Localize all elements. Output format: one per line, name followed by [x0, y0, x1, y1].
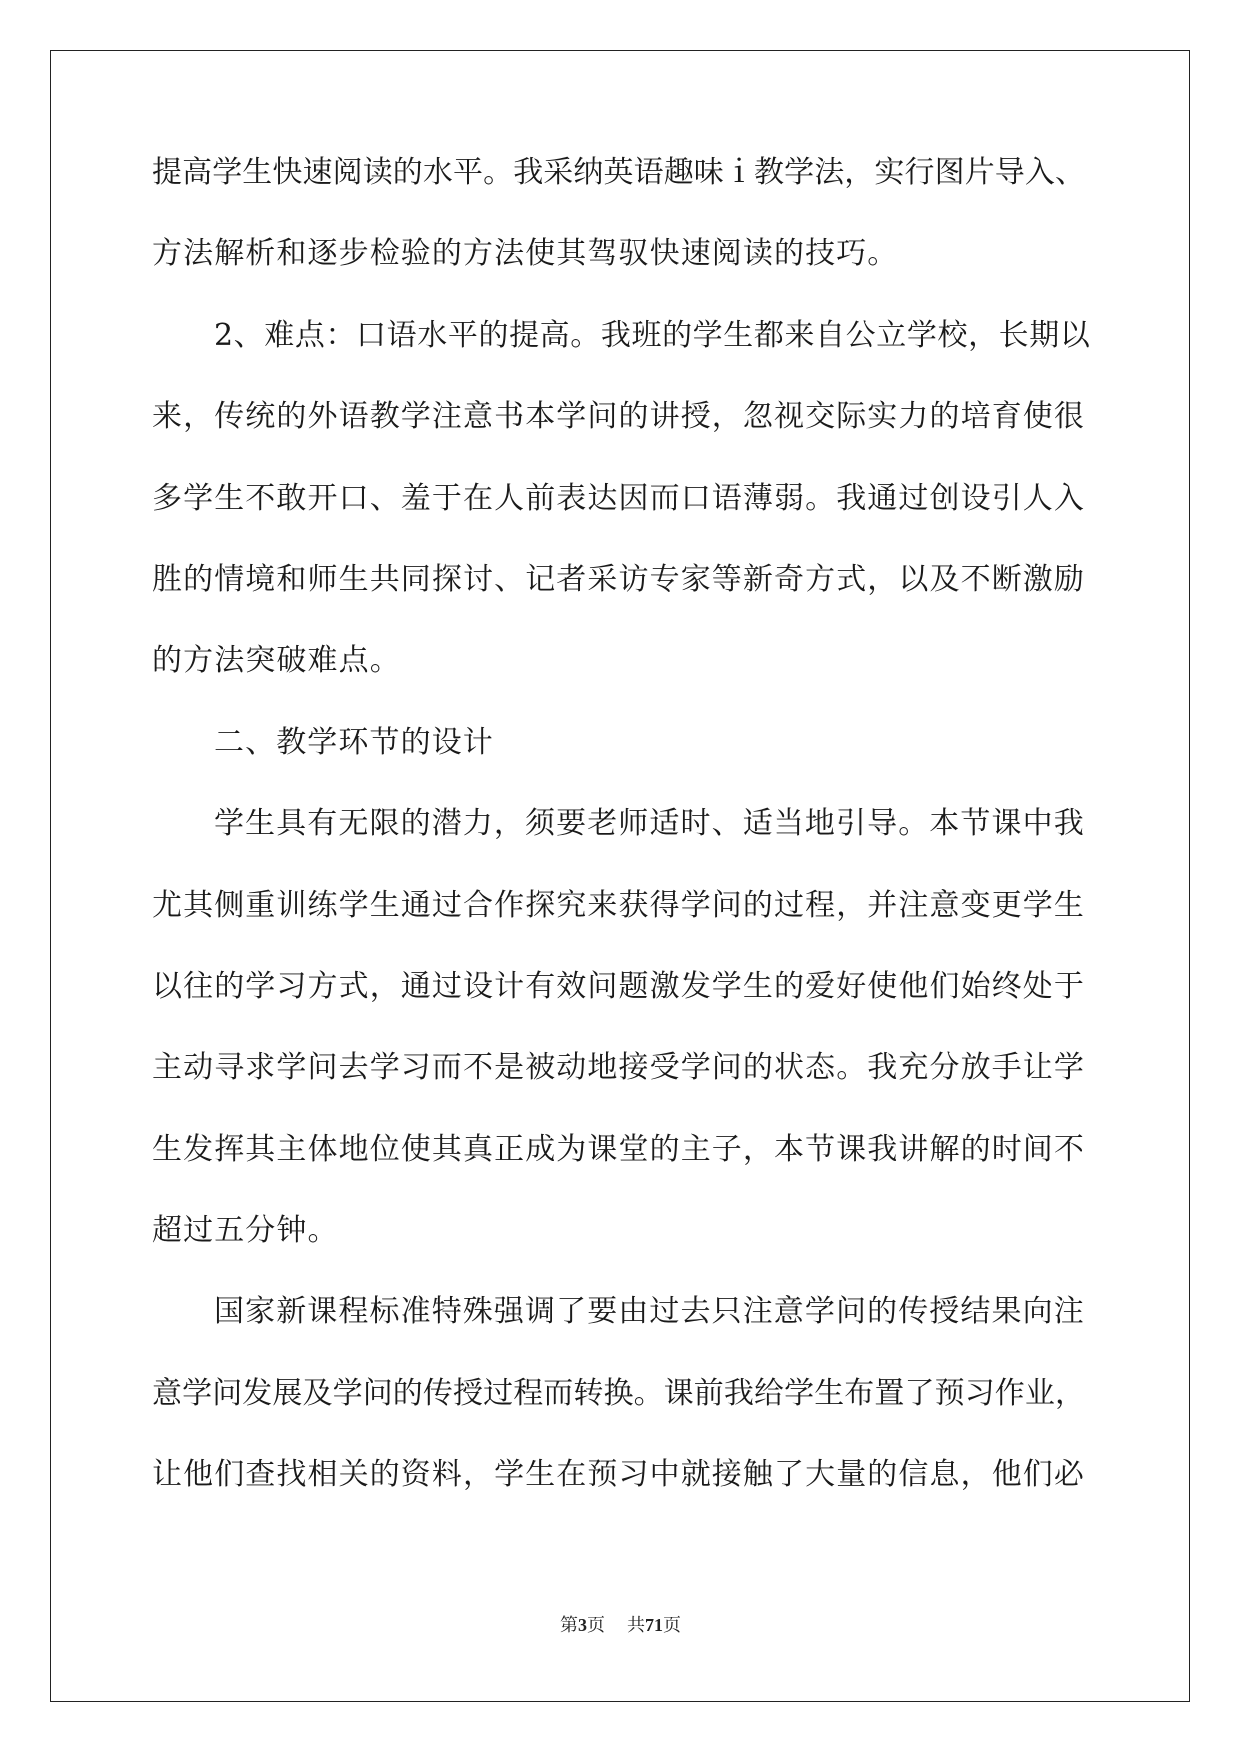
text-line: 2、难点：口语水平的提高。我班的学生都来自公立学校，长期以	[214, 317, 1091, 353]
text-line: 方法解析和逐步检验的方法使其驾驭快速阅读的技巧。	[152, 236, 899, 272]
text-line: 让他们查找相关的资料，学生在预习中就接触了大量的信息，他们必	[152, 1457, 1085, 1493]
footer-page-prefix: 第	[560, 1615, 578, 1635]
text-line: 意学问发展及学问的传授过程而转换。课前我给学生布置了预习作业，	[152, 1375, 1086, 1411]
text-line: 国家新课程标准特殊强调了要由过去只注意学问的传授结果向注	[214, 1294, 1085, 1330]
text-line: 二、教学环节的设计	[214, 724, 494, 760]
footer-page-total: 71	[645, 1615, 663, 1635]
page-footer	[0, 1613, 1241, 1637]
footer-page-suffix: 页	[587, 1615, 605, 1635]
document-body	[152, 148, 1090, 1532]
footer-page-number: 3	[578, 1615, 587, 1635]
text-line: 多学生不敢开口、羞于在人前表达因而口语薄弱。我通过创设引人入	[152, 480, 1085, 516]
text-line: 主动寻求学问去学习而不是被动地接受学问的状态。我充分放手让学	[152, 1050, 1085, 1086]
text-line: 学生具有无限的潜力，须要老师适时、适当地引导。本节课中我	[214, 806, 1085, 842]
text-line: 的方法突破难点。	[152, 643, 401, 679]
text-line: 提高学生快速阅读的水平。我采纳英语趣味ｉ教学法，实行图片导入、	[152, 155, 1086, 190]
footer-total-suffix: 页	[663, 1615, 681, 1635]
text-line: 尤其侧重训练学生通过合作探究来获得学问的过程，并注意变更学生	[152, 887, 1085, 923]
text-line: 来，传统的外语教学注意书本学问的讲授，忽视交际实力的培育使很	[152, 399, 1085, 435]
text-line: 生发挥其主体地位使其真正成为课堂的主子，本节课我讲解的时间不	[152, 1131, 1085, 1167]
text-line: 胜的情境和师生共同探讨、记者采访专家等新奇方式，以及不断激励	[152, 561, 1085, 597]
text-line: 以往的学习方式，通过设计有效问题激发学生的爱好使他们始终处于	[152, 968, 1085, 1004]
text-line: 超过五分钟。	[152, 1213, 339, 1249]
footer-total-prefix: 共	[627, 1615, 645, 1635]
